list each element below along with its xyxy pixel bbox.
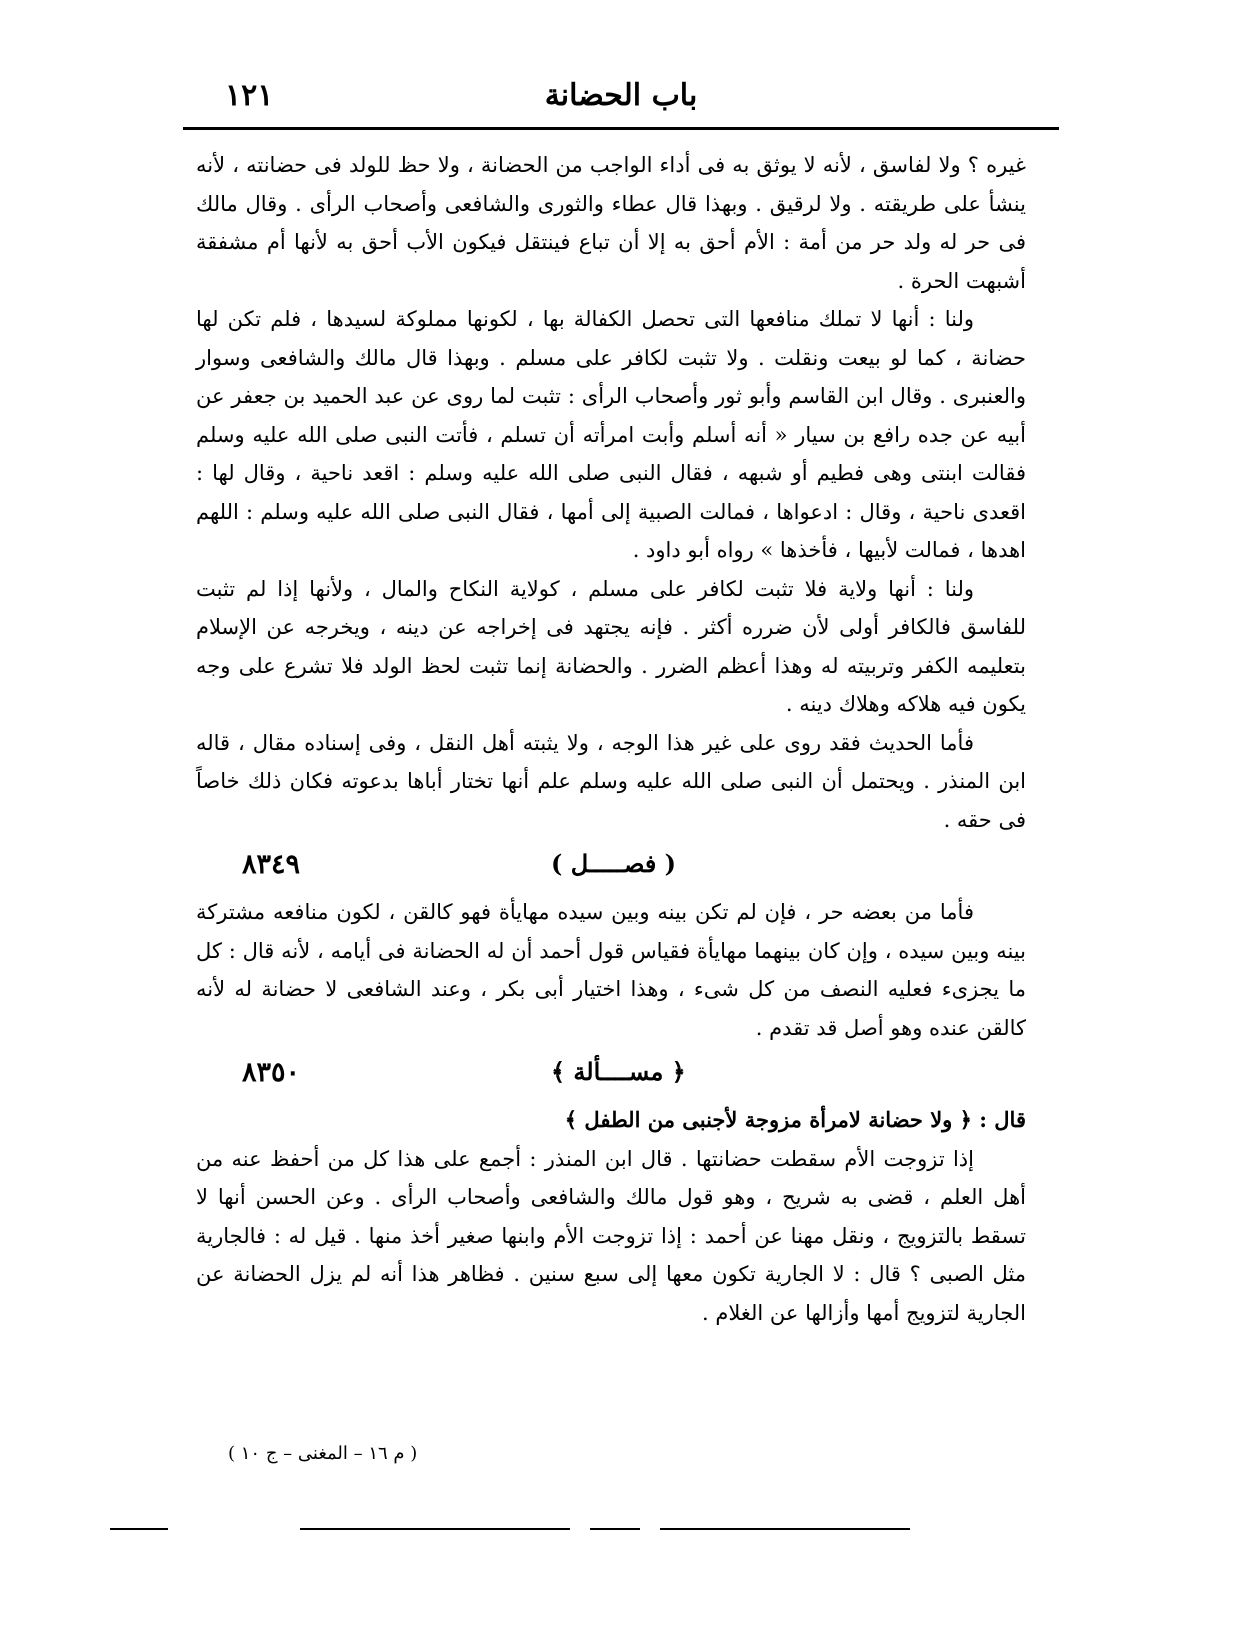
section-heading-masala bbox=[196, 1051, 1026, 1101]
section-label: ( فصـــــل ) bbox=[551, 849, 677, 878]
header-rule bbox=[183, 127, 1059, 130]
masala-statement: قال : ﴿ ولا حضانة لامرأة مزوجة لأجنبى من الطفل ﴾ bbox=[564, 1107, 1026, 1132]
paragraph-3: ولنا : أنها ولاية فلا تثبت لكافر على مسلم ، كولاية النكاح والمال ، ولأنها إذا لم تثبت للفاسق فالكافر أولى لأن ضرره أكثر . فإنه يجتهد فى إخراجه عن دينه ، ويخرجه عن الإسلام بتعليمه الكفر وتربيته له وهذا أعظم الضرر . والحضانة إنما تثبت لحظ الولد فلا تشرع على وجه يكون فيه هلاكه وهلاك دينه . bbox=[196, 576, 1026, 716]
footer-signature: ( م ١٦ – المغنى – ج ١٠ ) bbox=[228, 1443, 418, 1464]
paragraph-5: فأما من بعضه حر ، فإن لم تكن بينه وبين سيده مهايأة فهو كالقن ، لكون منافعه مشتركة بينه وبين سيده ، وإن كان بينهما مهايأة فقياس قول أحمد أن له الحضانة فى أيامه ، لأنه قال : كل ما يجزىء فعليه النصف من كل شىء ، وهذا اختيار أبى بكر ، وعند الشافعى لا حضانة له لأنه كالقن عنده وهو أصل قد تقدم . bbox=[196, 900, 1026, 1040]
chapter-title: باب الحضانة bbox=[544, 78, 698, 113]
section-number: ٨٣٥٠ bbox=[242, 1057, 301, 1088]
scan-edge-line bbox=[590, 1528, 640, 1530]
scan-edge-line bbox=[110, 1528, 168, 1530]
scan-edge-line bbox=[660, 1528, 910, 1530]
page-body bbox=[196, 146, 1026, 1332]
page-number: ١٢١ bbox=[225, 78, 274, 113]
paragraph-4: فأما الحديث فقد روى على غير هذا الوجه ، ولا يثبته أهل النقل ، وفى إسناده مقال ، قاله ابن المنذر . ويحتمل أن النبى صلى الله عليه وسلم علم أنها تختار أباها بدعوته فكان ذلك خاصاً فى حقه . bbox=[196, 730, 1026, 832]
section-number: ٨٣٤٩ bbox=[242, 849, 301, 880]
page-header bbox=[185, 78, 1057, 128]
paragraph-1: غيره ؟ ولا لفاسق ، لأنه لا يوثق به فى أداء الواجب من الحضانة ، ولا حظ للولد فى حضانته ، لأنه ينشأ على طريقته . ولا لرقيق . وبهذا قال عطاء والثورى والشافعى وأصحاب الرأى . وقال مالك فى حر له ولد حر من أمة : الأم أحق به إلا أن تباع فينتقل فيكون الأب أحق به لأنها أم مشفقة أشبهت الحرة . bbox=[196, 153, 1026, 293]
paragraph-2: ولنا : أنها لا تملك منافعها التى تحصل الكفالة بها ، لكونها مملوكة لسيدها ، فلم تكن لها حضانة ، كما لو بيعت ونقلت . ولا تثبت لكافر على مسلم . وبهذا قال مالك والشافعى وسوار والعنبرى . وقال ابن القاسم وأبو ثور وأصحاب الرأى : تثبت لما روى عن عبد الحميد بن جعفر عن أبيه عن جده رافع بن سيار « أنه أسلم وأبت امرأته أن تسلم ، فأتت النبى صلى الله عليه وسلم فقالت ابنتى وهى فطيم أو شبهه ، فقال النبى صلى الله عليه وسلم : اقعد ناحية ، وقال لها : اقعدى ناحية ، وقال : ادعواها ، فمالت الصبية إلى أمها ، فقال النبى صلى الله عليه وسلم : اللهم اهدها ، فمالت لأبيها ، فأخذها » رواه أبو داود . bbox=[196, 307, 1026, 562]
paragraph-6: إذا تزوجت الأم سقطت حضانتها . قال ابن المنذر : أجمع على هذا كل من أحفظ عنه من أهل العلم ، قضى به شريح ، وهو قول مالك والشافعى وأصحاب الرأى . وعن الحسن أنها لا تسقط بالتزويج ، ونقل مهنا عن أحمد : إذا تزوجت الأم وابنها صغير أخذ منها . قيل له : فالجارية مثل الصبى ؟ قال : لا الجارية تكون معها إلى سبع سنين . فظاهر هذا أنه لم يزل الحضانة عن الجارية لتزويج أمها وأزالها عن الغلام . bbox=[196, 1146, 1026, 1325]
scan-edge-line bbox=[300, 1528, 570, 1530]
section-heading-fasl bbox=[196, 843, 1026, 893]
section-label: ﴿ مســــألة ﴾ bbox=[551, 1057, 686, 1086]
